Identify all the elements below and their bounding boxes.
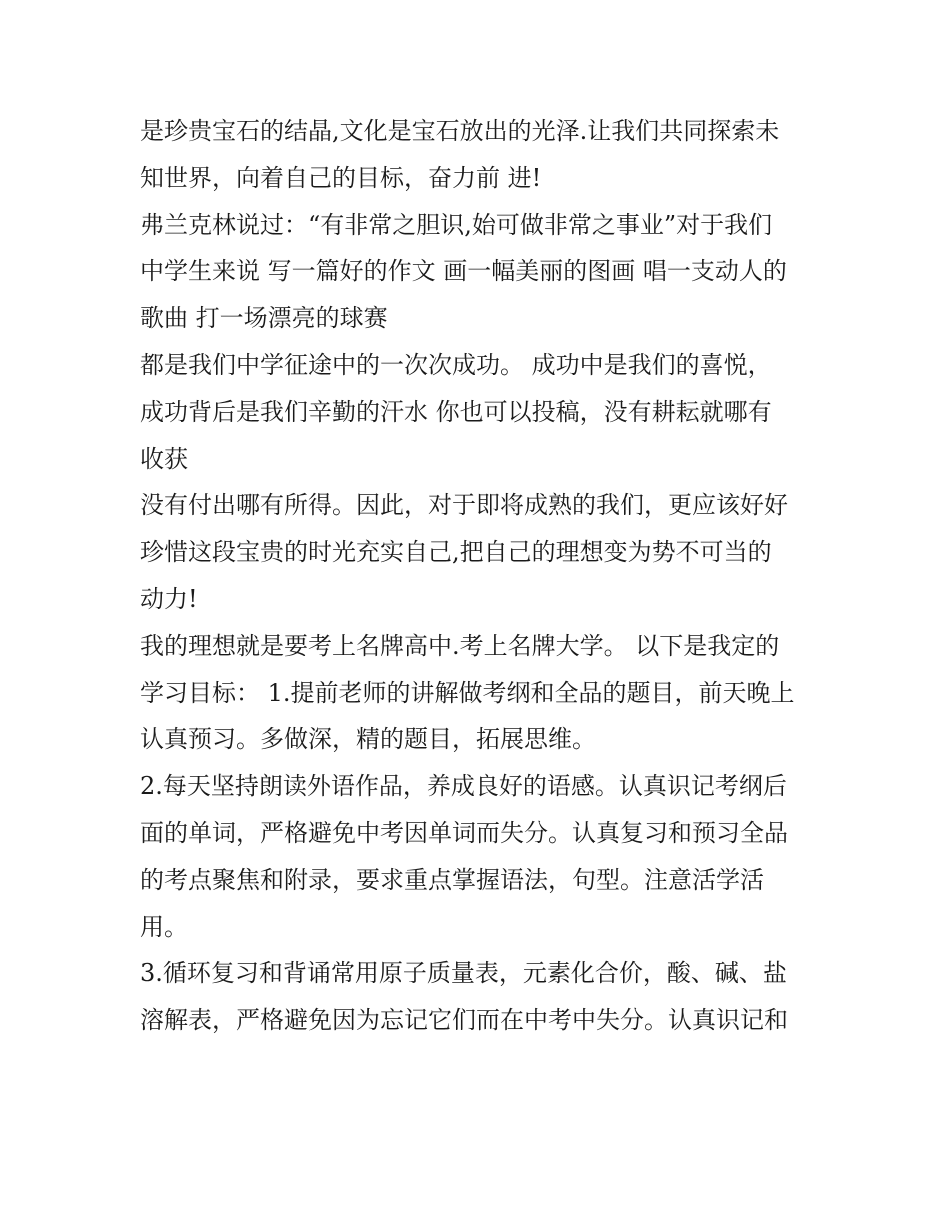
text-line: 弗兰克林说过：“有非常之胆识,始可做非常之事业”对于我们 (140, 210, 773, 239)
text-line: 3.循环复习和背诵常用原子质量表，元素化合价，酸、碱、盐 (140, 959, 787, 988)
text-line: 没有付出哪有所得。因此，对于即将成熟的我们，更应该好好 (140, 491, 788, 520)
text-line: 都是我们中学征途中的一次次成功。 成功中是我们的喜悦， (140, 350, 772, 379)
text-line: 中学生来说 写一篇好的作文 画一幅美丽的图画 唱一支动人的 (140, 257, 787, 286)
text-line: 是珍贵宝石的结晶,文化是宝石放出的光泽.让我们共同探索未 (140, 117, 780, 145)
body-text (140, 108, 830, 1044)
text-line: 歌曲 打一场漂亮的球赛 (140, 304, 388, 333)
text-line: 用。 (140, 912, 188, 941)
text-line: 2.每天坚持朗读外语作品，养成良好的语感。认真识记考纲后 (140, 772, 787, 801)
text-line: 动力! (140, 584, 198, 613)
text-line: 我的理想就是要考上名牌高中.考上名牌大学。 以下是我定的 (140, 631, 780, 660)
text-line: 珍惜这段宝贵的时光充实自己,把自己的理想变为势不可当的 (140, 538, 772, 567)
text-line: 学习目标： 1.提前老师的讲解做考纲和全品的题目，前天晚上 (140, 678, 795, 707)
text-line: 的考点聚焦和附录，要求重点掌握语法，句型。注意活学活 (140, 865, 764, 894)
text-line: 溶解表，严格避免因为忘记它们而在中考中失分。认真识记和 (140, 1006, 788, 1035)
text-line: 面的单词，严格避免中考因单词而失分。认真复习和预习全品 (140, 818, 788, 847)
text-line: 认真预习。多做深，精的题目，拓展思维。 (140, 725, 596, 754)
text-line: 知世界，向着自己的目标，奋力前 进! (140, 163, 542, 192)
text-line: 成功背后是我们辛勤的汗水 你也可以投稿，没有耕耘就哪有 (140, 397, 772, 426)
text-line: 收获 (140, 444, 188, 473)
